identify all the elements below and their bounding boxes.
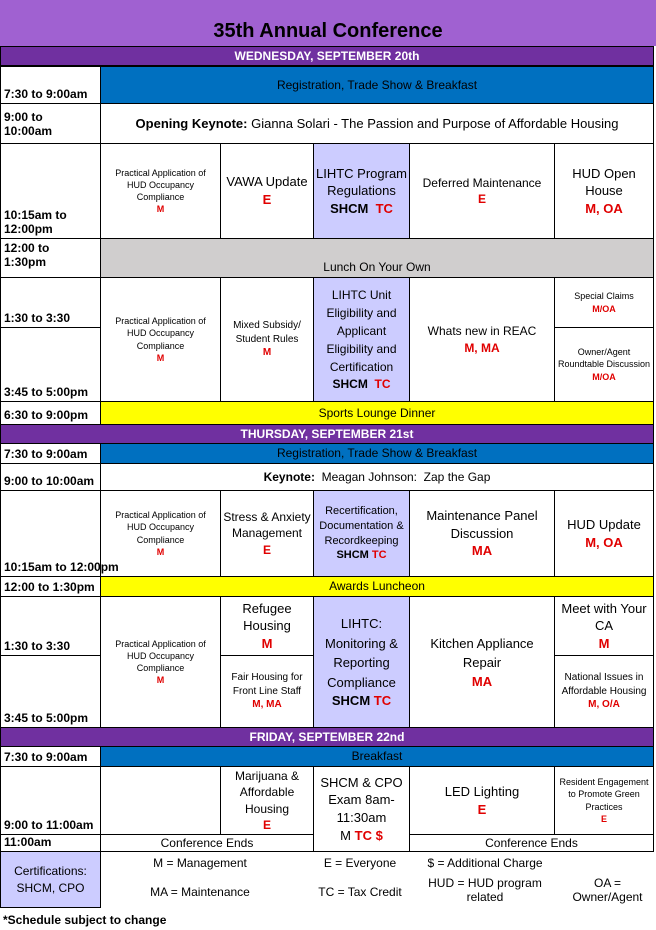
wed-time-0130: 1:30 to 3:30 <box>0 277 101 328</box>
wed-session-hud-occupancy <box>100 143 221 239</box>
wed-pm-session-special-claims-code: M/OA <box>592 303 616 314</box>
wed-session-lihtc-regulations <box>313 143 410 239</box>
thu-keynote-label: Keynote: <box>263 469 315 484</box>
thu-pm-session-lihtc-monitoring-code-shcm: SHCM <box>331 693 371 709</box>
wed-session-vawa <box>220 143 314 239</box>
wed-session-lihtc-regulations-code-tc: TC <box>375 200 393 216</box>
wed-session-hud-open-house-code: M, OA <box>585 200 623 216</box>
wed-session-deferred-maintenance <box>409 143 555 239</box>
thu-session-recertification-code-tc: TC <box>371 549 387 562</box>
wednesday-header: WEDNESDAY, SEPTEMBER 20th <box>0 46 654 66</box>
thu-time-1200: 12:00 to 1:30pm <box>0 576 101 597</box>
conference-title-bar <box>0 0 656 46</box>
thursday-header: THURSDAY, SEPTEMBER 21st <box>0 424 654 444</box>
fri-session-marijuana-title: Marijuana & Affordable Housing <box>234 769 300 816</box>
fri-time-0730: 7:30 to 9:00am <box>0 746 101 767</box>
wed-session-deferred-maintenance-code: E <box>477 192 486 206</box>
thu-session-recertification-title: Recertification, Documentation & Recordkeeping <box>319 504 404 547</box>
wed-pm-session-owner-agent <box>554 327 654 402</box>
fri-session-resident-engagement <box>554 766 654 835</box>
fri-session-shcm-cpo-exam-code-tc: TC $ <box>354 827 383 843</box>
thu-pm-session-lihtc-monitoring <box>313 596 410 728</box>
wed-pm-session-mixed-subsidy-title: Mixed Subsidy/ Student Rules <box>233 320 301 345</box>
fri-session-led-lighting-title: LED Lighting <box>444 783 520 799</box>
wed-session-lihtc-regulations-title: LIHTC Program Regulations <box>315 165 408 199</box>
thu-pm-session-meet-ca-title: Meet with Your CA <box>561 600 647 634</box>
thu-pm-session-national-issues-code: M, O/A <box>588 699 620 711</box>
thu-time-0130: 1:30 to 3:30 <box>0 596 101 656</box>
fri-breakfast: Breakfast <box>100 746 654 767</box>
thu-pm-session-meet-ca-code: M <box>598 635 610 651</box>
wed-pm-session-special-claims <box>554 277 654 328</box>
wed-pm-session-mixed-subsidy <box>220 277 314 402</box>
thu-pm-session-kitchen-appliance <box>409 596 555 728</box>
legend-additional-charge: $ = Additional Charge <box>427 856 543 870</box>
wed-pm-session-lihtc-eligibility-code-shcm: SHCM <box>332 377 368 392</box>
thu-pm-session-national-issues <box>554 655 654 728</box>
thu-pm-session-national-issues-title: National Issues in Affordable Housing <box>561 672 647 697</box>
wed-time-0730: 7:30 to 9:00am <box>0 66 101 104</box>
thu-pm-session-hud-occupancy-code: M <box>156 675 165 686</box>
conference-title: 35th Annual Conference <box>213 20 443 42</box>
wed-time-1200-line1: 12:00 to <box>4 241 50 255</box>
legend-hud: HUD = HUD program related <box>428 876 542 904</box>
schedule-footnote: *Schedule subject to change <box>3 913 167 927</box>
wed-pm-session-lihtc-eligibility-title: LIHTC Unit Eligibility and Applicant Eligibility and Certification <box>326 288 397 375</box>
fri-time-0900: 9:00 to 11:00am <box>0 766 101 835</box>
wed-time-1015-line1: 10:15am to <box>4 208 67 222</box>
wed-pm-session-reac-code-m: M, <box>464 340 478 355</box>
thu-session-hud-occupancy <box>100 490 221 577</box>
wed-pm-session-special-claims-title: Special Claims <box>574 291 634 302</box>
thu-pm-session-meet-ca <box>554 596 654 656</box>
legend-maintenance: MA = Maintenance <box>150 885 250 899</box>
thu-pm-session-refugee-housing-code: M <box>261 635 273 651</box>
thu-awards-luncheon: Awards Luncheon <box>100 576 654 597</box>
fri-session-resident-engagement-title: Resident Engagement to Promote Green Practices <box>559 777 649 812</box>
wed-time-1200-line2: 1:30pm <box>4 255 47 269</box>
thu-registration: Registration, Trade Show & Breakfast <box>100 443 654 464</box>
wed-session-lihtc-regulations-code-shcm: SHCM <box>330 200 369 216</box>
wed-session-hud-open-house-title: HUD Open House <box>572 165 636 199</box>
fri-session-resident-engagement-code: E <box>600 813 607 824</box>
thu-session-hud-update-code: M, OA <box>585 534 623 550</box>
fri-conference-ends-right: Conference Ends <box>409 834 654 852</box>
thu-session-hud-update-title: HUD Update <box>567 516 641 532</box>
thu-pm-session-lihtc-monitoring-title: LIHTC: Monitoring & Reporting Compliance <box>325 616 398 690</box>
thu-session-recertification <box>313 490 410 577</box>
thu-time-0900: 9:00 to 10:00am <box>0 463 101 491</box>
thu-session-stress-anxiety <box>220 490 314 577</box>
thu-session-hud-update <box>554 490 654 577</box>
legend-management: M = Management <box>153 856 247 870</box>
thu-keynote <box>100 463 654 491</box>
wed-time-0345: 3:45 to 5:00pm <box>0 327 101 402</box>
wed-time-0900-line2: 10:00am <box>4 123 53 138</box>
wed-opening-keynote <box>100 103 654 144</box>
wed-session-hud-occupancy-title: Practical Application of HUD Occupancy Compliance <box>115 167 206 202</box>
thu-pm-session-hud-occupancy-title: Practical Application of HUD Occupancy Compliance <box>115 638 206 673</box>
fri-session-shcm-cpo-exam-code-m: M <box>340 827 352 843</box>
wed-pm-session-reac <box>409 277 555 402</box>
wed-pm-session-mixed-subsidy-code: M <box>262 347 272 359</box>
fri-empty-cell <box>100 766 221 835</box>
thu-pm-session-kitchen-appliance-code: MA <box>471 673 493 689</box>
thu-pm-session-kitchen-appliance-title: Kitchen Appliance Repair <box>430 635 534 671</box>
wed-pm-session-reac-code-ma: MA <box>481 340 500 355</box>
thu-session-recertification-code-shcm: SHCM <box>336 549 369 562</box>
thu-pm-session-lihtc-monitoring-code-tc: TC <box>373 693 392 709</box>
wed-pm-session-hud-occupancy-title: Practical Application of HUD Occupancy Compliance <box>115 316 206 351</box>
thu-session-maintenance-panel-code: MA <box>471 543 493 559</box>
wed-pm-session-owner-agent-title: Owner/Agent Roundtable Discussion <box>557 347 651 370</box>
legend-certifications-value: SHCM, CPO <box>16 880 85 895</box>
thu-time-0345: 3:45 to 5:00pm <box>0 655 101 728</box>
wed-registration: Registration, Trade Show & Breakfast <box>100 66 654 104</box>
thu-session-maintenance-panel <box>409 490 555 577</box>
thu-pm-session-refugee-housing-title: Refugee Housing <box>242 600 292 634</box>
wed-keynote-text: Gianna Solari - The Passion and Purpose of Affordable Housing <box>247 115 619 131</box>
wed-pm-session-hud-occupancy <box>100 277 221 402</box>
wed-session-deferred-maintenance-title: Deferred Maintenance <box>422 175 542 190</box>
fri-session-marijuana <box>220 766 314 835</box>
wed-keynote-label: Opening Keynote: <box>135 115 248 131</box>
thu-pm-session-fair-housing-title: Fair Housing for Front Line Staff <box>231 672 303 697</box>
thu-session-stress-anxiety-code: E <box>262 542 271 557</box>
legend-owner-agent: OA = Owner/Agent <box>572 876 643 904</box>
friday-header: FRIDAY, SEPTEMBER 22nd <box>0 727 654 747</box>
fri-session-shcm-cpo-exam-title: SHCM & CPO Exam 8am-11:30am <box>320 774 403 825</box>
thu-pm-session-hud-occupancy <box>100 596 221 728</box>
wed-dinner: Sports Lounge Dinner <box>100 401 654 425</box>
thu-time-1015: 10:15am to 12:00pm <box>0 490 101 577</box>
wed-pm-session-reac-title: Whats new in REAC <box>427 324 537 339</box>
wed-session-hud-occupancy-code: M <box>156 204 165 215</box>
thu-pm-session-fair-housing <box>220 655 314 728</box>
wed-time-0630: 6:30 to 9:00pm <box>0 401 101 425</box>
wed-session-vawa-title: VAWA Update <box>226 174 308 190</box>
fri-session-marijuana-code: E <box>262 817 271 832</box>
wed-time-0900 <box>0 103 101 144</box>
fri-session-led-lighting <box>409 766 555 835</box>
fri-conference-ends-left: Conference Ends <box>100 834 314 852</box>
wed-time-1015 <box>0 143 101 239</box>
fri-session-led-lighting-code: E <box>477 801 487 817</box>
legend-certifications <box>0 851 101 908</box>
wed-pm-session-owner-agent-code: M/OA <box>592 371 616 382</box>
thu-session-stress-anxiety-title: Stress & Anxiety Management <box>223 510 311 541</box>
wed-lunch: Lunch On Your Own <box>100 238 654 278</box>
thu-session-maintenance-panel-title: Maintenance Panel Discussion <box>426 508 538 541</box>
legend-everyone: E = Everyone <box>323 856 397 870</box>
wed-pm-session-lihtc-eligibility-code-tc: TC <box>374 377 391 392</box>
fri-session-shcm-cpo-exam <box>313 766 410 852</box>
thu-pm-session-fair-housing-code: M, MA <box>252 699 282 711</box>
fri-time-1100: 11:00am <box>0 834 101 852</box>
thu-keynote-text: Meagan Johnson: Zap the Gap <box>314 469 491 484</box>
thu-time-0730: 7:30 to 9:00am <box>0 443 101 464</box>
wed-pm-session-lihtc-eligibility <box>313 277 410 402</box>
wed-time-1200 <box>0 238 101 278</box>
thu-pm-session-refugee-housing <box>220 596 314 656</box>
thu-session-hud-occupancy-code: M <box>156 546 165 557</box>
wed-time-1015-line2: 12:00pm <box>4 222 53 236</box>
thu-session-hud-occupancy-title: Practical Application of HUD Occupancy Compliance <box>115 510 206 545</box>
legend-certifications-label: Certifications: <box>14 864 87 879</box>
wed-session-vawa-code: E <box>262 192 272 207</box>
legend-tax-credit: TC = Tax Credit <box>318 885 402 899</box>
wed-time-0900-line1: 9:00 to <box>4 109 43 124</box>
wed-session-hud-open-house <box>554 143 654 239</box>
wed-pm-session-hud-occupancy-code: M <box>156 352 165 363</box>
